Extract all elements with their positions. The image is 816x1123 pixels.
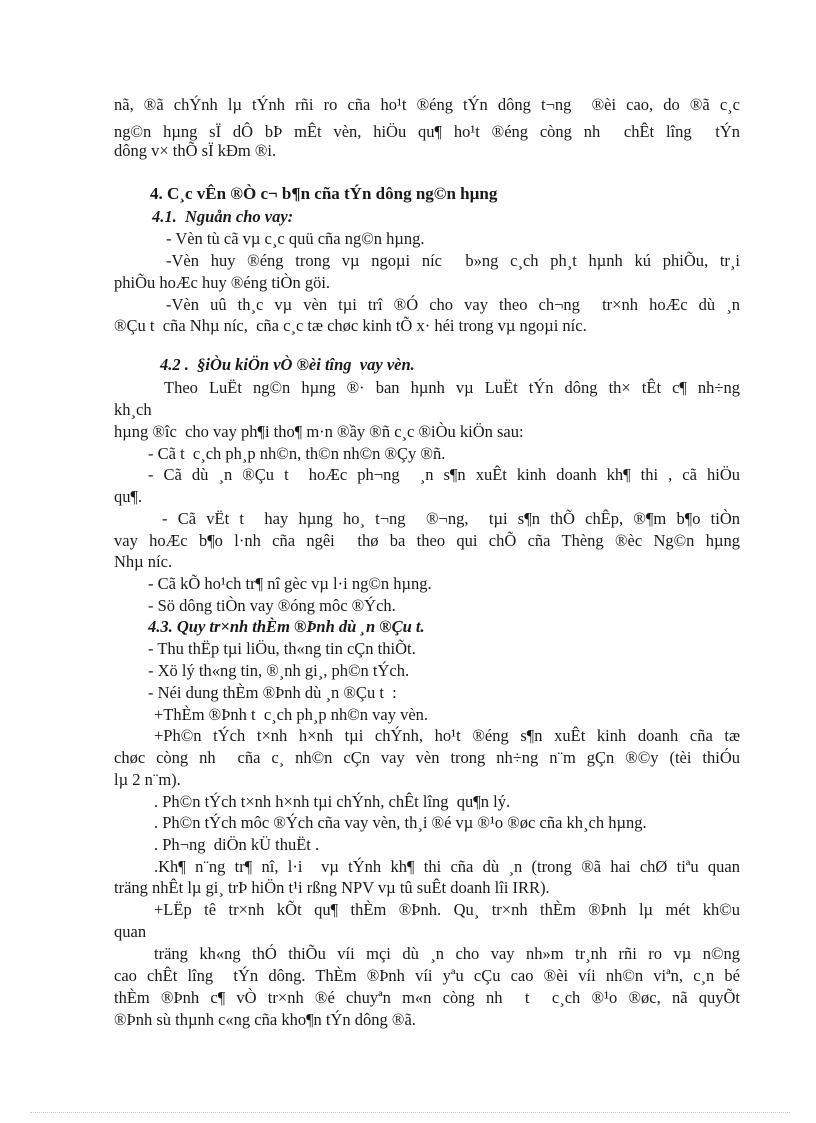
- paragraph-line: träng kh«ng thÓ thiÕu víi mçi dù ¸n cho vay nh»m tr¸nh rñi ro vµ n©ng: [154, 944, 740, 963]
- paragraph-line: dông v× thÕ sÏ kÐm ®i.: [114, 141, 277, 160]
- list-item: - Cã t c¸ch ph¸p nh©n, th©n nh©n ®Çy ®ñ.: [148, 444, 446, 463]
- list-item: - Cã vËt t hay hµng ho¸ t¬ng ®¬ng, tµi s¶n thÕ chÊp, ®¶m b¶o tiÒn: [162, 509, 740, 528]
- paragraph-line: hµng ®îc cho vay ph¶i tho¶ m·n ®ầy ®ñ c¸c ®iÒu kiÖn sau:: [114, 422, 524, 441]
- paragraph-line: thÈm ®Þnh c¶ vÒ tr×nh ®é chuyªn m«n còng nh t c¸ch ®¹o ®øc, nã quyÕt: [114, 988, 740, 1007]
- subsection-heading: 4.1. Nguån cho vay:: [152, 207, 294, 226]
- list-item: . Ph©n tÝch t×nh h×nh tµi chÝnh, chÊt lîng qu¶n lý.: [154, 792, 511, 811]
- subsection-heading: 4.2 . §iÒu kiÖn vÒ ®èi tîng vay vèn.: [160, 355, 415, 374]
- list-item: lµ 2 n¨m).: [114, 770, 181, 789]
- list-item: chøc còng nh cña c¸ nh©n cÇn vay vèn trong nh÷ng n¨m gÇn ®©y (tèi thiÓu: [114, 748, 740, 767]
- list-item: - Xö lý th«ng tin, ®¸nh gi¸, ph©n tÝch.: [148, 661, 410, 680]
- paragraph-line: cao chÊt lîng tÝn dông. ThÈm ®Þnh víi yªu cÇu cao ®èi víi nh©n viªn, c¸n bé: [114, 966, 740, 985]
- list-item: qu¶.: [114, 487, 143, 506]
- paragraph-line: ®Þnh sù thµnh c«ng cña kho¶n tÝn dông ®ã.: [114, 1010, 416, 1029]
- list-item: -Vèn uû th¸c vµ vèn tµi trî ®Ó cho vay theo ch¬ng tr×nh hoÆc dù ¸n: [166, 295, 740, 314]
- list-item: Nhµ níc.: [114, 552, 173, 571]
- list-item: - Thu thËp tµi liÖu, th«ng tin cÇn thiÕt.: [148, 639, 416, 658]
- list-item: +Ph©n tÝch t×nh h×nh tµi chÝnh, ho¹t ®éng s¶n xuÊt kinh doanh cña tæ: [154, 726, 740, 745]
- paragraph-line: kh¸ch: [114, 400, 152, 419]
- list-item: - Cã dù ¸n ®Çu t hoÆc ph¬ng ¸n s¶n xuÊt kinh doanh kh¶ thi , cã hiÖu: [148, 465, 740, 484]
- subsection-heading: 4.3. Quy tr×nh thÈm ®Þnh dù ¸n ®Çu t.: [148, 617, 425, 636]
- list-item: - Vèn tù cã vµ c¸c quü cña ng©n hµng.: [166, 229, 425, 248]
- page-bottom-rule: [30, 1112, 790, 1113]
- paragraph-line: nã, ®ã chÝnh lµ tÝnh rñi ro cña ho¹t ®éng tÝn dông t¬ng ®èi cao, do ®ã c¸c: [114, 95, 740, 114]
- list-item: - Néi dung thÈm ®Þnh dù ¸n ®Çu t :: [148, 683, 397, 702]
- list-item: . Ph¬ng diÖn kÜ thuËt .: [154, 835, 320, 854]
- list-item: .Kh¶ n¨ng tr¶ nî, l·i vµ tÝnh kh¶ thi cña dù ¸n (trong ®ã hai chØ tiªu quan: [154, 857, 740, 876]
- list-item: +ThÈm ®Þnh t c¸ch ph¸p nh©n vay vèn.: [154, 705, 429, 724]
- list-item: +LËp tê tr×nh kÕt qu¶ thÈm ®Þnh. Qu¸ tr×nh thÈm ®Þnh lµ mét kh©u: [154, 900, 740, 919]
- paragraph-line: ng©n hµng sÏ dÔ bÞ mÊt vèn, hiÖu qu¶ ho¹t ®éng còng nh chÊt lîng tÝn: [114, 122, 740, 141]
- list-item: träng nhÊt lµ gi¸ trÞ hiÖn t¹i rßng NPV vµ tû suÊt doanh lîi IRR).: [114, 878, 550, 897]
- section-heading: 4. C¸c vÊn ®Ò c¬ b¶n cña tÝn dông ng©n hµng: [150, 184, 498, 203]
- list-item: phiÕu hoÆc huy ®éng tiÒn göi.: [114, 273, 331, 292]
- list-item: - Cã kÕ ho¹ch tr¶ nî gèc vµ l·i ng©n hµng.: [148, 574, 432, 593]
- paragraph-line: quan: [114, 922, 147, 941]
- list-item: ®Çu t cña Nhµ níc, cña c¸c tæ chøc kinh tÕ x· héi trong vµ ngoµi níc.: [114, 316, 587, 335]
- list-item: vay hoÆc b¶o l·nh cña ngêi thø ba theo qui chÕ cña Thèng ®èc Ng©n hµng: [114, 531, 740, 550]
- list-item: - Sö dông tiÒn vay ®óng môc ®Ých.: [148, 596, 396, 615]
- list-item: -Vèn huy ®éng trong vµ ngoµi níc b»ng c¸ch ph¸t hµnh kú phiÕu, tr¸i: [166, 251, 740, 270]
- list-item: . Ph©n tÝch môc ®Ých cña vay vèn, th¸i ®é vµ ®¹o ®øc cña kh¸ch hµng.: [154, 813, 647, 832]
- paragraph-line: Theo LuËt ng©n hµng ®· ban hµnh vµ LuËt tÝn dông th× tÊt c¶ nh÷ng: [164, 378, 740, 397]
